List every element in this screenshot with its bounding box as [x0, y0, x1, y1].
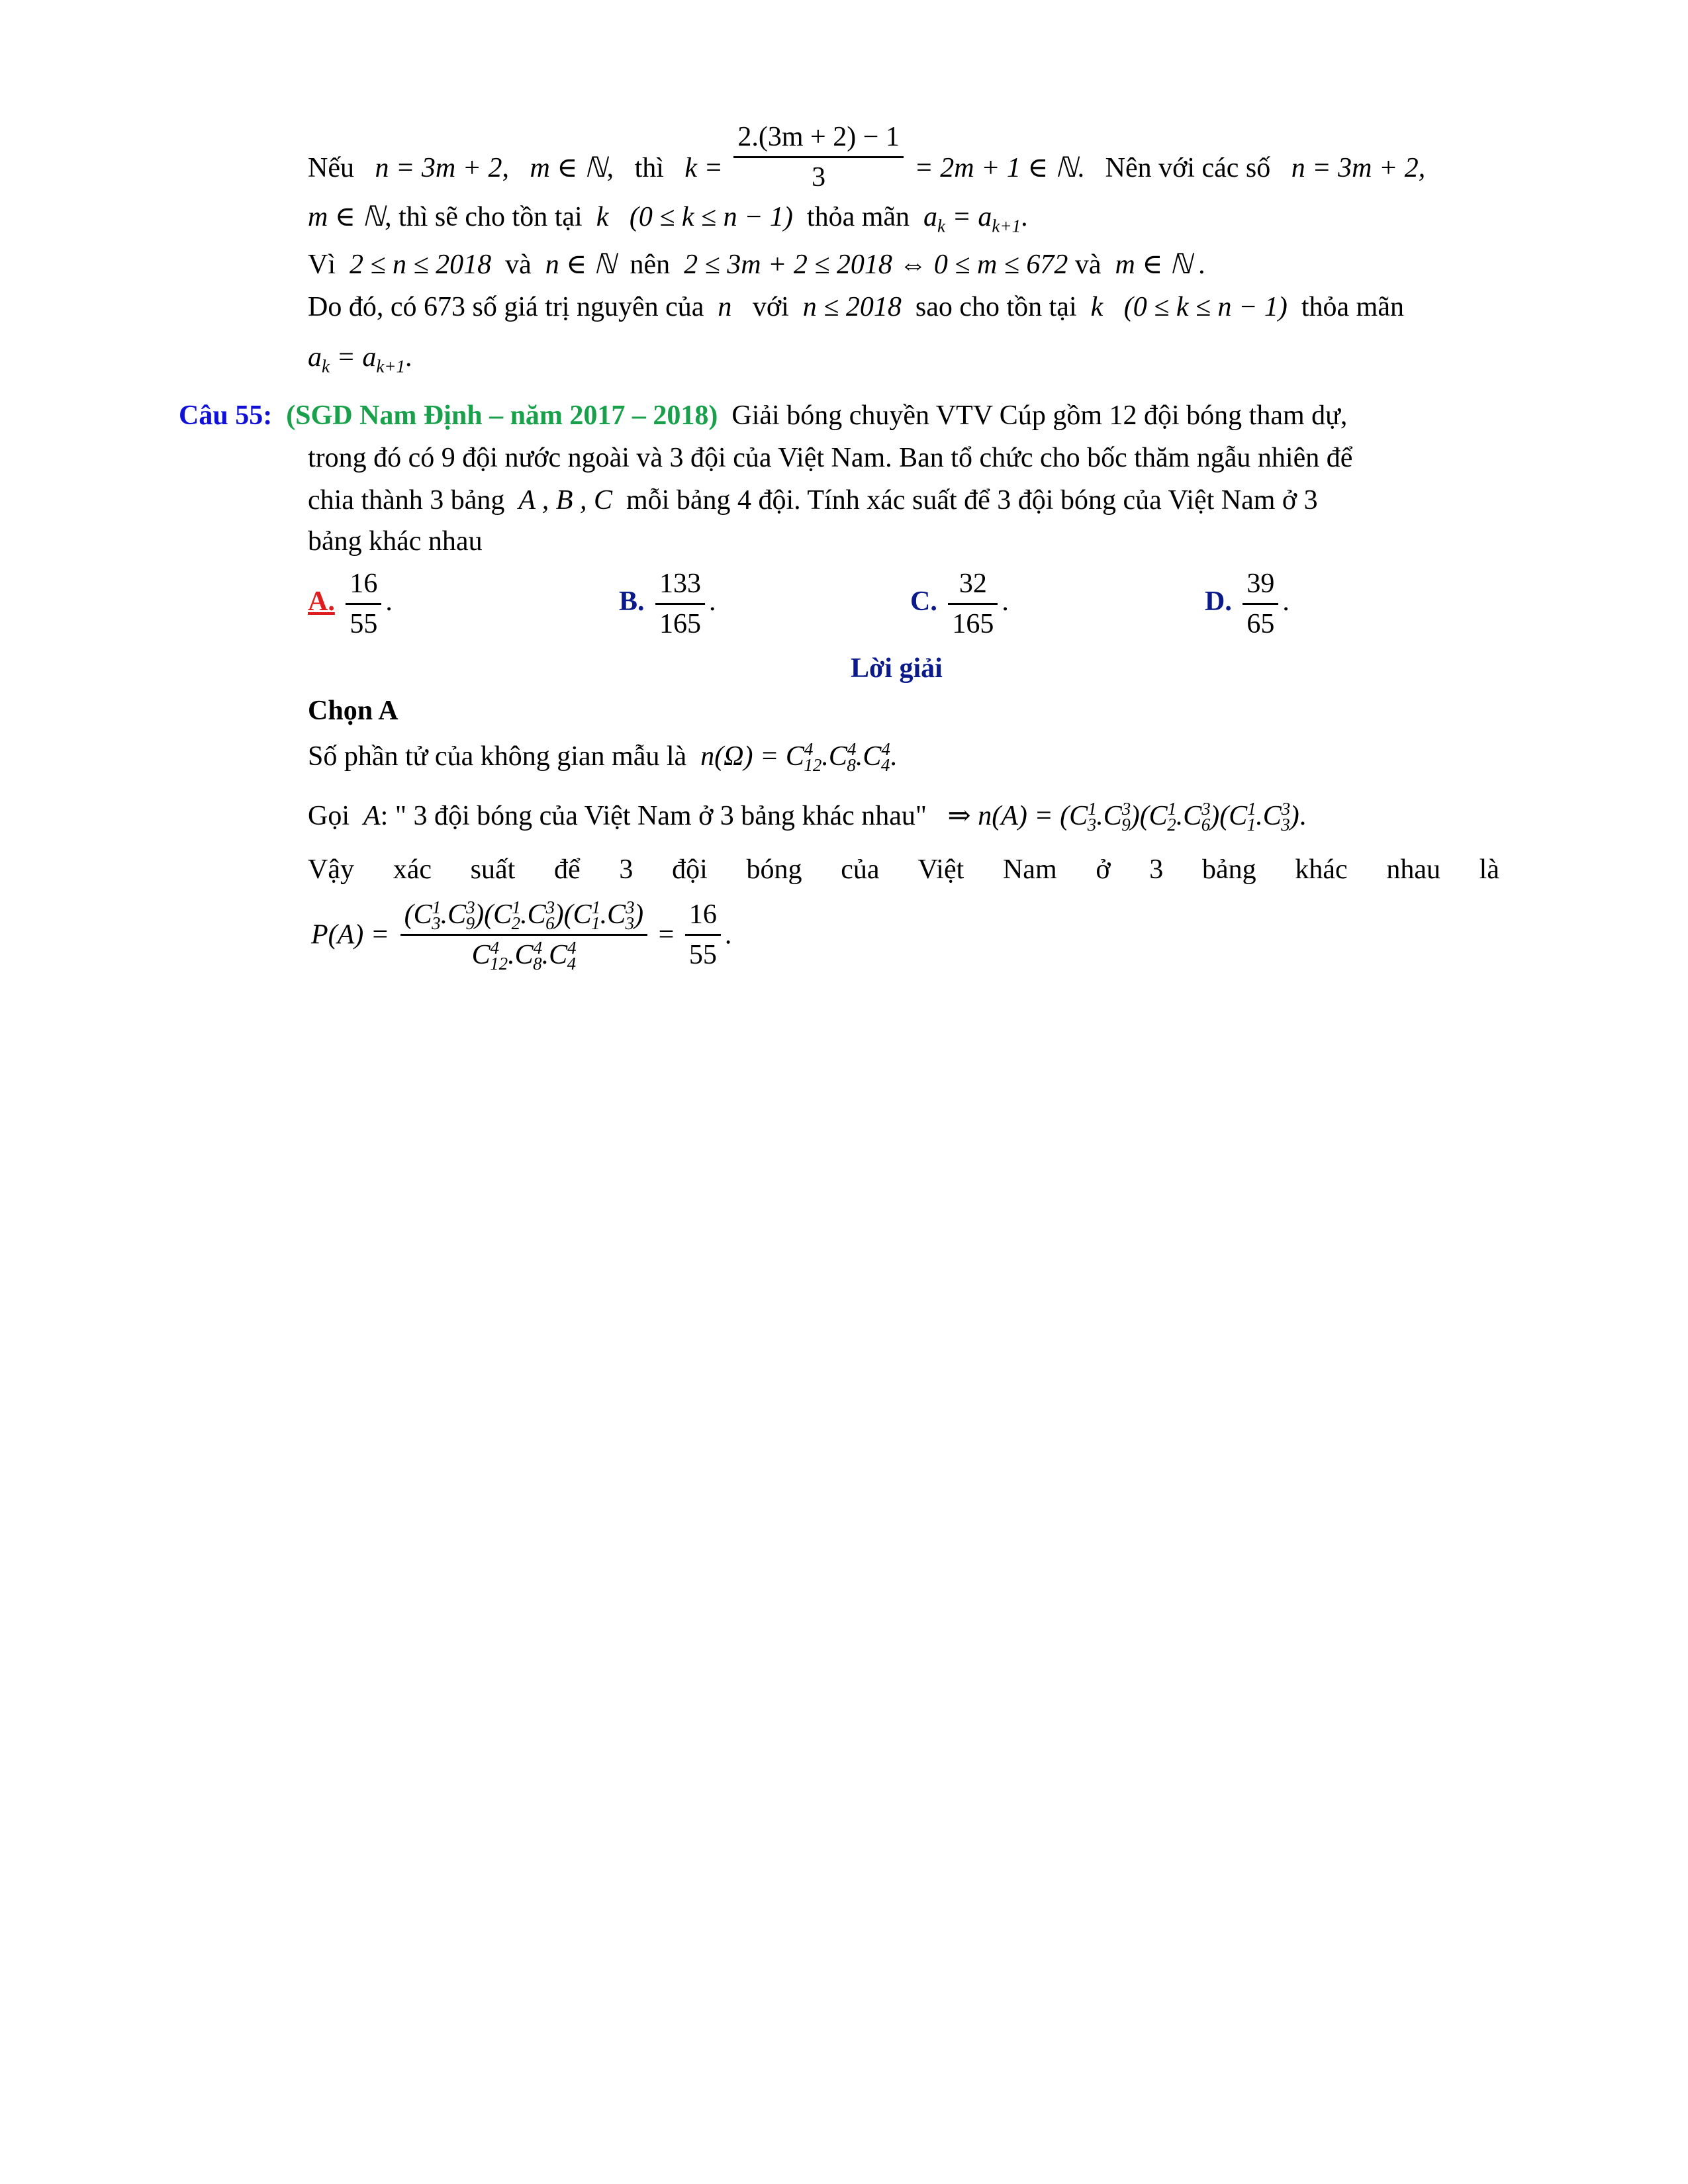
option-a-numerator: 16 — [346, 566, 381, 605]
question-line-3 — [308, 482, 1318, 519]
text-vi: Vì — [308, 250, 336, 280]
solution-heading — [851, 650, 943, 687]
math-k-result: = 2m + 1 ∈ ℕ — [914, 153, 1078, 184]
event-description: : " 3 đội bóng của Việt Nam ở 3 bảng khác nhau" — [380, 801, 927, 831]
solution-line-4 — [308, 289, 1404, 326]
text-nen: nên — [630, 250, 671, 280]
math-k: k — [596, 202, 609, 232]
math-n-le: n ≤ 2018 — [802, 292, 902, 322]
text-va-2: và — [1074, 250, 1102, 280]
math-n-eq: n = 3m + 2 — [375, 153, 502, 184]
sample-space-line: Số phần tử của không gian mẫu là $n(\Omega) = C^4_{12}.C^4_8.C^4_4$. — [308, 739, 897, 776]
math-n: n — [718, 292, 732, 322]
final-period: . — [724, 919, 732, 950]
math-n-in-n: n ∈ ℕ — [545, 250, 616, 280]
option-a-denominator: 55 — [350, 609, 378, 639]
question-text-4: bảng khác nhau — [308, 526, 483, 557]
math-k-2: k — [1090, 292, 1103, 322]
chosen-answer-text: Chọn A — [308, 696, 399, 726]
question-line-1 — [179, 397, 1347, 434]
option-b-numerator: 133 — [655, 566, 705, 605]
event-line: Gọi A: " 3 đội bóng của Việt Nam ở 3 bảng khác nhau" ⇒ $n(A) = (C^1_3.C^3_9)(C^1_2.C^3_6)(C^1_1.C^3_3)$. — [308, 799, 1307, 835]
question-text-3b: mỗi bảng 4 đội. Tính xác suất để 3 đội bóng của Việt Nam ở 3 — [626, 485, 1318, 516]
option-c-denominator: 165 — [952, 609, 994, 639]
text-do-do: Do đó, có 673 số giá trị nguyên của — [308, 292, 704, 322]
question-line-2 — [308, 439, 1352, 477]
fraction-k-denominator: 3 — [812, 162, 826, 193]
math-groups: A , B , C — [518, 485, 612, 516]
probability-line — [308, 851, 1499, 888]
text-va: và — [505, 250, 532, 280]
math-k-eq: k = — [684, 153, 723, 184]
solution-line-5: $a_k = a_{k+1}$. — [308, 342, 412, 377]
result-denominator: 55 — [688, 940, 717, 970]
question-label: Câu 55: — [179, 400, 273, 431]
option-c-letter: C. — [910, 586, 937, 617]
option-c-fraction — [948, 566, 998, 642]
probability-text: Vậy xác suất để 3 đội bóng của Việt Nam ở 3 bảng khác nhau là — [308, 854, 1499, 885]
solution-line-1: Nếu n = 3m + 2, m ∈ ℕ, thì k = $\frac{2.(3m + 2) - 1}{3}$ = 2m + 1 ∈ ℕ. Nên với các số n = 3m + 2, — [308, 132, 1425, 208]
option-c-numerator: 32 — [948, 566, 998, 605]
text-nen-voi: Nên với các số — [1105, 153, 1271, 184]
text-ton-tai: , thì sẽ cho tồn tại — [385, 202, 583, 232]
equals-sign: = — [658, 919, 675, 950]
text-thi: thì — [634, 153, 664, 184]
option-b-letter: B. — [619, 586, 645, 617]
option-d[interactable]: D. $\frac{39}{65}$ . — [1205, 566, 1289, 642]
probability-numerator: $(C^1_3.C^3_9)(C^1_2.C^3_6)(C^1_1.C^3_3)$ — [400, 897, 648, 936]
question-text-1: Giải bóng chuyền VTV Cúp gồm 12 đội bóng tham dự, — [731, 400, 1348, 431]
question-text-3a: chia thành 3 bảng — [308, 485, 505, 516]
math-event-a: A — [363, 801, 381, 831]
result-fraction — [685, 897, 721, 973]
text-sao-cho: sao cho tồn tại — [915, 292, 1077, 322]
option-b-fraction — [655, 566, 705, 642]
event-text-goi: Gọi — [308, 801, 350, 831]
option-c[interactable]: C. $\frac{32}{165}$ . — [910, 566, 1009, 642]
option-d-fraction — [1243, 566, 1278, 642]
math-m-in-n-2: m ∈ ℕ — [308, 202, 385, 232]
math-k-range: (0 ≤ k ≤ n − 1) — [629, 202, 793, 232]
option-b[interactable]: B. $\frac{133}{165}$ . — [619, 566, 716, 642]
option-a-fraction — [346, 566, 381, 642]
math-m-range: 2 ≤ 3m + 2 ≤ 2018 ⇔ 0 ≤ m ≤ 672 — [684, 250, 1068, 280]
option-d-letter: D. — [1205, 586, 1232, 617]
question-source: (SGD Nam Định – năm 2017 – 2018) — [286, 400, 718, 431]
probability-fraction — [400, 897, 648, 973]
text-thoa-man: thỏa mãn — [806, 202, 910, 232]
math-n-eq-2: n = 3m + 2, — [1291, 153, 1426, 184]
text-thoa-man-2: thỏa mãn — [1301, 292, 1404, 322]
fraction-k-numerator: 2.(3m + 2) − 1 — [733, 119, 904, 158]
math-m-in-n-3: m ∈ ℕ . — [1115, 250, 1206, 280]
math-ak-eq-ak1: $a_k = a_{k+1}$ — [923, 202, 1021, 236]
question-text-2: trong đó có 9 đội nước ngoài và 3 đội của Việt Nam. Ban tổ chức cho bốc thăm ngẫu nhiên để — [308, 443, 1353, 473]
math-n-range: 2 ≤ n ≤ 2018 — [350, 250, 492, 280]
option-a-letter: A. — [308, 586, 335, 617]
solution-line-3 — [308, 246, 1206, 283]
probability-denominator: $C^4_{12}.C^4_8.C^4_4$ — [471, 938, 577, 974]
chosen-answer — [308, 692, 399, 729]
result-numerator: 16 — [685, 897, 721, 936]
option-d-numerator: 39 — [1243, 566, 1278, 605]
solution-heading-text: Lời giải — [851, 653, 943, 684]
question-line-4 — [308, 523, 483, 560]
option-b-denominator: 165 — [659, 609, 702, 639]
math-pa-label: P(A) = — [311, 919, 390, 950]
math-event-count: ⇒ $n(A) = (C^1_3.C^3_9)(C^1_2.C^3_6)(C^1_1.C^3_3)$ — [947, 799, 1299, 835]
probability-formula — [311, 897, 731, 973]
fraction-k — [733, 119, 904, 195]
math-sample-space: $n(\Omega) = C^4_{12}.C^4_8.C^4_4$ — [700, 739, 890, 776]
math-ak-eq-ak1-2: $a_k = a_{k+1}$ — [308, 342, 406, 377]
option-d-denominator: 65 — [1246, 609, 1275, 639]
solution-line-2: m ∈ ℕ, thì sẽ cho tồn tại k (0 ≤ k ≤ n − 1) thỏa mãn $a_k = a_{k+1}$. — [308, 202, 1028, 236]
math-m-in-n: m ∈ ℕ — [530, 153, 607, 184]
text-neu: Nếu — [308, 153, 354, 184]
option-a[interactable]: A. $\frac{16}{55}$ . — [308, 566, 393, 642]
math-k-range-2: (0 ≤ k ≤ n − 1) — [1123, 292, 1288, 322]
text-voi: với — [752, 292, 789, 322]
sample-space-text: Số phần tử của không gian mẫu là — [308, 741, 687, 772]
